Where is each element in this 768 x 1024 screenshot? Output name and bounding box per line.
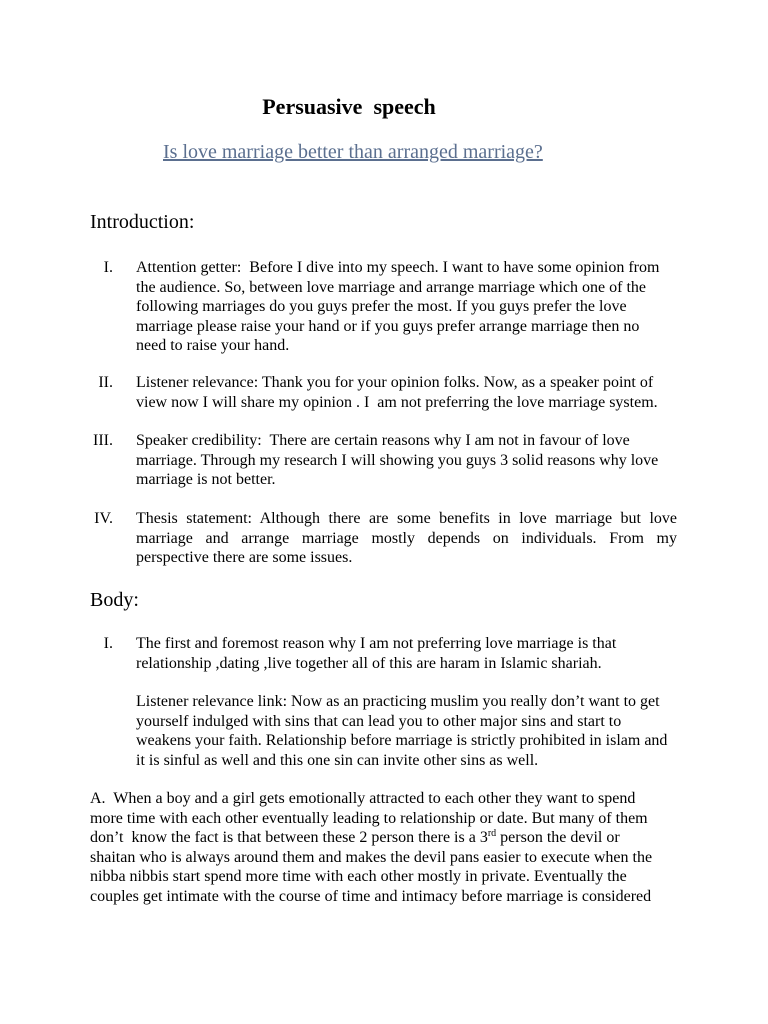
section-heading-body: Body: — [90, 589, 139, 611]
text-line: relationship ,dating ,live together all of this are haram in Islamic shariah. — [136, 654, 602, 672]
text-line: The first and foremost reason why I am not preferring love marriage is that — [136, 635, 617, 652]
text-line: yourself indulged with sins that can lead you to other major sins and start to — [136, 712, 622, 730]
text-line: it is sinful as well and this one sin can invite other sins as well. — [136, 751, 539, 769]
text-line: marriage is not better. — [136, 471, 276, 488]
text-segment: person the devil or — [496, 829, 620, 846]
listener-relevance-link-text — [136, 692, 667, 770]
text-line: shaitan who is always around them and makes the devil pans easier to execute when the — [90, 848, 653, 866]
text-line: view now I will share my opinion . I am not preferring the love marriage system. — [136, 393, 658, 411]
text-line: Speaker credibility: There are certain reasons why I am not in favour of love — [136, 432, 630, 449]
section-heading-introduction: Introduction: — [90, 211, 195, 233]
text-line: nibba nibbis start spend more time with each other mostly in private. Eventually the — [90, 868, 627, 885]
text-line: A. When a boy and a girl gets emotionally attracted to each other they want to spend — [90, 790, 636, 807]
document-title: Persuasive speech — [262, 94, 436, 119]
document-subtitle: Is love marriage better than arranged marriage? — [163, 141, 543, 163]
text-segment: don’t know the fact is that between these 2 person there is a 3 — [90, 829, 488, 846]
list-numeral: I. — [103, 259, 113, 276]
list-numeral: III. — [93, 432, 113, 449]
text-line: need to raise your hand. — [136, 337, 290, 354]
text-line — [90, 828, 652, 848]
text-line: following marriages do you guys prefer the most. If you guys prefer the love — [136, 298, 627, 315]
text-line: more time with each other eventually leading to relationship or date. But many of them — [90, 809, 648, 827]
text-line: Attention getter: Before I dive into my speech. I want to have some opinion from — [136, 259, 660, 276]
list-numeral: II. — [98, 374, 113, 391]
ordinal-superscript: rd — [487, 828, 497, 839]
intro-item-1-text — [136, 258, 659, 356]
text-line: marriage. Through my research I will showing you guys 3 solid reasons why love — [136, 451, 659, 469]
text-line: perspective there are some issues. — [136, 549, 353, 566]
text-line: marriage and arrange marriage mostly depends on individuals. From my — [136, 529, 677, 547]
list-numeral: IV. — [94, 510, 113, 527]
intro-item-2-text — [136, 373, 658, 412]
body-item-1-text — [136, 634, 616, 673]
text-line: the audience. So, between love marriage and arrange marriage which one of the — [136, 278, 646, 296]
text-line: marriage please raise your hand or if you guys prefer arrange marriage then no — [136, 317, 640, 335]
intro-item-4-text — [136, 509, 677, 568]
text-line: Listener relevance: Thank you for your opinion folks. Now, as a speaker point of — [136, 374, 654, 391]
point-a-text — [90, 789, 652, 906]
text-line: couples get intimate with the course of time and intimacy before marriage is considered — [90, 887, 652, 905]
text-line: Thesis statement: Although there are some benefits in love marriage but love — [136, 510, 677, 527]
text-line: weakens your faith. Relationship before marriage is strictly prohibited in islam and — [136, 732, 668, 749]
text-line: Listener relevance link: Now as an practicing muslim you really don’t want to get — [136, 693, 660, 710]
intro-item-3-text — [136, 431, 658, 490]
list-numeral: I. — [103, 635, 113, 652]
